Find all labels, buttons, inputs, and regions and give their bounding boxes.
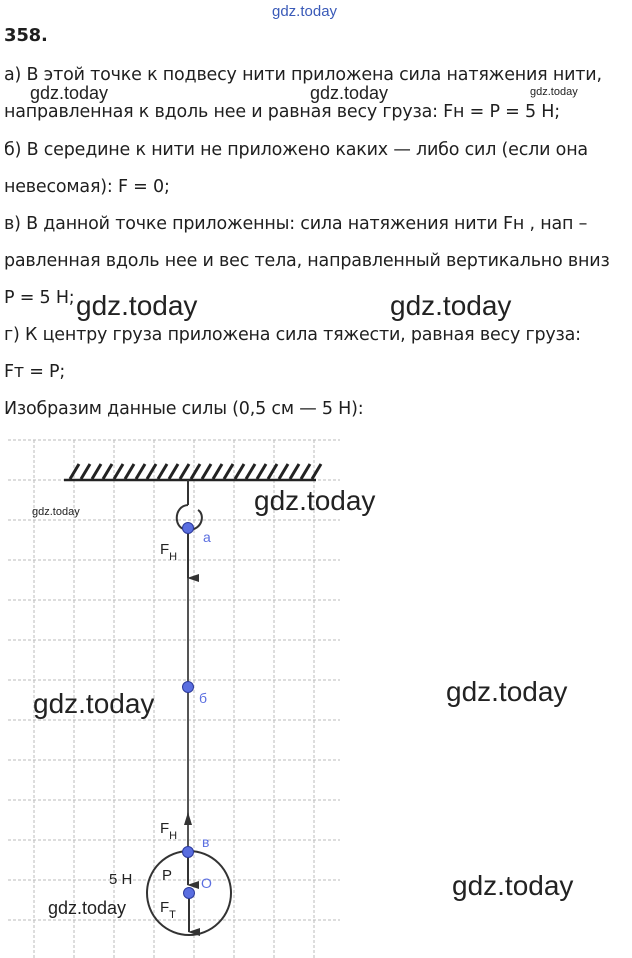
hatch-line — [114, 464, 123, 479]
watermark-fig-bottom-right: gdz.today — [452, 870, 574, 901]
text-line-9: Fт = P; — [4, 362, 66, 382]
hatch-line — [301, 464, 310, 479]
label-point-o: O — [201, 875, 212, 891]
hatch-line — [169, 464, 178, 479]
watermark-fig-top-right: gdz.today — [254, 485, 376, 516]
text-line-2: направленная к вдоль нее и равная весу груза: Fн = P = 5 Н; — [4, 102, 560, 122]
text-line-7: P = 5 Н; — [4, 288, 75, 308]
point-b — [183, 682, 194, 693]
watermark-fig-mid-left: gdz.today — [33, 688, 155, 719]
text-line-5: в) В данной точке приложенны: сила натяжения нити Fн , нап – — [4, 214, 588, 234]
watermark-line2-right: gdz.today — [530, 86, 578, 98]
hatch-line — [92, 464, 101, 479]
hatch-line — [180, 464, 189, 479]
text-line-1: а) В этой точке к подвесу нити приложена сила натяжения нити, — [4, 65, 602, 85]
hatch-line — [279, 464, 288, 479]
label-fn-top: $F_Н$ — [160, 541, 178, 563]
watermark-top: gdz.today — [272, 3, 338, 20]
hatch-line — [268, 464, 277, 479]
hatch-line — [290, 464, 299, 479]
hatch-line — [257, 464, 266, 479]
point-o — [184, 888, 195, 899]
hatch-line — [136, 464, 145, 479]
watermark-line7-left: gdz.today — [76, 290, 198, 321]
hatch-line — [81, 464, 90, 479]
watermark-fig-small: gdz.today — [32, 506, 80, 518]
label-scale: 5 Н — [109, 871, 133, 888]
text-line-8: г) К центру груза приложена сила тяжести, равная весу груза: — [4, 325, 581, 345]
watermark-fig-mid-right: gdz.today — [446, 676, 568, 707]
hatch-line — [312, 464, 321, 479]
text-line-3: б) В середине к нити не приложено каких — либо сил (если она — [4, 140, 588, 160]
label-point-v: в — [202, 834, 210, 850]
label-gravity: $F_Т$ — [160, 899, 176, 921]
hatch-line — [213, 464, 222, 479]
label-point-a: a — [203, 529, 211, 545]
hatch-line — [191, 464, 200, 479]
hatch-line — [147, 464, 156, 479]
hatch-line — [103, 464, 112, 479]
hatch-line — [125, 464, 134, 479]
arrow-fn-bottom — [184, 812, 192, 825]
text-line-4: невесомая): F = 0; — [4, 177, 170, 197]
label-point-b: б — [199, 690, 208, 706]
hatch-line — [224, 464, 233, 479]
watermark-line2-mid: gdz.today — [310, 83, 389, 103]
label-weight: P — [162, 867, 173, 884]
hatch-line — [202, 464, 211, 479]
label-fn-bottom: $F_Н$ — [160, 820, 178, 842]
watermark-line2-left: gdz.today — [30, 83, 109, 103]
hatch-line — [235, 464, 244, 479]
problem-number: 358. — [4, 25, 48, 46]
text-line-10: Изобразим данные силы (0,5 см — 5 Н): — [4, 399, 364, 419]
text-line-6: равленная вдоль нее и вес тела, направленный вертикально вниз — [4, 251, 610, 271]
watermark-fig-bottom-left: gdz.today — [48, 898, 127, 918]
point-a — [183, 523, 194, 534]
hatch-line — [246, 464, 255, 479]
ceiling — [64, 464, 321, 480]
watermark-line7-right: gdz.today — [390, 290, 512, 321]
hatch-line — [158, 464, 167, 479]
point-v — [183, 847, 194, 858]
